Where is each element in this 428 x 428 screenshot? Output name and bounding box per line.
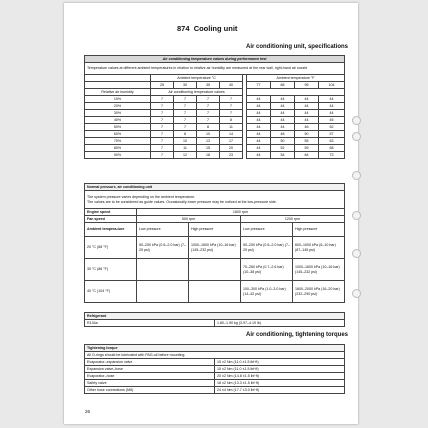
torque-item: Evaporator–hose <box>85 373 215 380</box>
value-cell: 45 <box>319 117 345 124</box>
table-row <box>85 281 345 303</box>
table-row <box>85 366 345 373</box>
value-cell: 7 <box>151 152 174 159</box>
rh-cell: 80% <box>85 145 151 152</box>
pressure-cell <box>137 259 189 281</box>
value-cell: 44 <box>295 96 319 103</box>
value-cell: 7 <box>174 117 197 124</box>
refrigerant-amount: 1.80–1.90 kg (3.97–4.19 lb) <box>215 320 345 327</box>
value-cell: 73 <box>319 152 345 159</box>
table-row <box>85 387 345 394</box>
value-cell: 44 <box>271 103 295 110</box>
pressure-cell: 50–200 kPa (0.5–2.0 bar) (7–29 psi) <box>137 237 189 259</box>
value-cell: 11 <box>174 145 197 152</box>
value-cell: 7 <box>174 124 197 131</box>
value-cell: 7 <box>151 117 174 124</box>
temp-c-header: 30 <box>174 82 197 89</box>
table-row <box>85 359 345 366</box>
value-cell: 44 <box>295 103 319 110</box>
pressure-cell <box>137 281 189 303</box>
value-cell: 46 <box>271 131 295 138</box>
tightening-torque-table <box>84 344 345 394</box>
value-cell: 7 <box>151 138 174 145</box>
value-cell: 44 <box>247 131 271 138</box>
value-cell: 44 <box>247 96 271 103</box>
table-row <box>85 145 345 152</box>
value-cell: 44 <box>271 117 295 124</box>
value-cell: 44 <box>319 103 345 110</box>
value-cell: 44 <box>295 117 319 124</box>
temp-cell: 40 °C (104 °F) <box>85 281 137 303</box>
ac-values-header: Air conditioning temperature values <box>151 89 243 96</box>
pressure-cell: 100–300 kPa (1.0–3.0 bar) (14–42 psi) <box>241 281 293 303</box>
specifications-subtitle: Air conditioning unit, specifications <box>245 44 348 50</box>
value-cell: 44 <box>247 145 271 152</box>
table-row <box>85 380 345 387</box>
temp-cell: 20 °C (68 °F) <box>85 237 137 259</box>
temp-f-header: 95 <box>295 82 319 89</box>
value-cell: 44 <box>247 103 271 110</box>
value-cell: 44 <box>247 110 271 117</box>
note-line: The values are to be considered as guide values. Occasionally lower pressure may be noticed at the low-pressure side. <box>87 199 277 204</box>
table-row <box>85 96 345 103</box>
performance-test-table <box>84 55 345 159</box>
high-pressure-header: High pressure <box>189 223 241 237</box>
fan-speed-low: 500 rpm <box>137 216 241 223</box>
low-pressure-header: Low pressure <box>241 223 293 237</box>
table-row <box>85 131 345 138</box>
ambient-celsius-header: Ambient temperature °C <box>151 75 243 82</box>
value-cell: 55 <box>295 138 319 145</box>
torque-value: 18 ±2 Nm (13.3 ±1.5 lbf·ft) <box>215 380 345 387</box>
ambient-fahrenheit-header: Ambient temperature °F <box>247 75 345 82</box>
value-cell: 7 <box>151 145 174 152</box>
binder-hole <box>352 289 361 298</box>
rh-cell: 20% <box>85 103 151 110</box>
high-pressure-header: High pressure <box>293 223 345 237</box>
torque-value: 20 ±2 Nm (14.8 ±1.5 lbf·ft) <box>215 373 345 380</box>
refrigerant-title: Refrigerant <box>85 313 345 320</box>
temp-c-header: 40 <box>220 82 243 89</box>
refrigerant-name: R134a <box>85 320 215 327</box>
torque-value: 15 ±2 Nm (11.0 ±1.5 lbf·ft) <box>215 359 345 366</box>
rh-cell: 70% <box>85 138 151 145</box>
performance-table-title: Air conditioning temperature values during performance test <box>85 56 345 63</box>
value-cell: 17 <box>220 138 243 145</box>
value-cell: 63 <box>319 138 345 145</box>
rh-cell: 30% <box>85 110 151 117</box>
value-cell: 7 <box>197 96 220 103</box>
value-cell: 13 <box>197 138 220 145</box>
relative-humidity-header: Relative air humidity <box>85 89 151 96</box>
engine-speed-label: Engine speed <box>85 209 137 216</box>
value-cell: 7 <box>174 110 197 117</box>
table-row <box>85 237 345 259</box>
table-row <box>85 117 345 124</box>
temp-f-header: 86 <box>271 82 295 89</box>
torque-item: Evaporator–expansion valve <box>85 359 215 366</box>
value-cell: 20 <box>220 145 243 152</box>
value-cell: 46 <box>295 124 319 131</box>
rh-cell: 40% <box>85 117 151 124</box>
empty-cell <box>85 82 151 89</box>
value-cell: 7 <box>174 96 197 103</box>
binder-hole <box>352 116 361 125</box>
fan-speed-high: 1200 rpm <box>241 216 345 223</box>
torque-item: Expansion valve–hose <box>85 366 215 373</box>
torque-item: Safety valve <box>85 380 215 387</box>
value-cell: 7 <box>220 96 243 103</box>
value-cell: 23 <box>220 152 243 159</box>
value-cell: 44 <box>319 110 345 117</box>
value-cell: 11 <box>220 124 243 131</box>
refrigerant-table <box>84 312 345 327</box>
pressure-cell: 600–1000 kPa (6–10 bar) (87–145 psi) <box>293 237 345 259</box>
table-row <box>85 138 345 145</box>
value-cell: 7 <box>220 110 243 117</box>
fan-speed-label: Fan speed <box>85 216 137 223</box>
rh-cell: 50% <box>85 124 151 131</box>
value-cell: 7 <box>197 103 220 110</box>
value-cell: 68 <box>319 145 345 152</box>
value-cell: 52 <box>319 124 345 131</box>
value-cell: 15 <box>197 145 220 152</box>
value-cell: 8 <box>220 117 243 124</box>
temp-cell: 30 °C (86 °F) <box>85 259 137 281</box>
section-name: Cooling unit <box>193 24 238 33</box>
value-cell: 52 <box>271 145 295 152</box>
temp-f-header: 104 <box>319 82 345 89</box>
table-row <box>85 124 345 131</box>
table-row <box>85 152 345 159</box>
value-cell: 57 <box>319 131 345 138</box>
pressure-cell: 70–260 kPa (0.7–2.6 bar) (10–38 psi) <box>241 259 293 281</box>
torque-item: Other hose connections (M6) <box>85 387 215 394</box>
value-cell: 14 <box>220 131 243 138</box>
value-cell: 7 <box>151 124 174 131</box>
table-row <box>85 103 345 110</box>
value-cell: 50 <box>271 138 295 145</box>
binder-hole <box>352 211 361 220</box>
value-cell: 7 <box>151 103 174 110</box>
empty-cell <box>85 75 151 82</box>
temp-c-header: 35 <box>197 82 220 89</box>
rh-cell: 90% <box>85 152 151 159</box>
torque-value: 24 ±4 Nm (17.7 ±3.0 lbf·ft) <box>215 387 345 394</box>
temp-f-header: 77 <box>247 82 271 89</box>
value-cell: 44 <box>271 110 295 117</box>
pressure-cell: 1000–1600 kPa (10–16 bar) (145–232 psi) <box>189 237 241 259</box>
table-row <box>85 110 345 117</box>
value-cell: 44 <box>271 96 295 103</box>
ambient-temperature-header: Ambient tempera-ture <box>85 223 137 237</box>
section-title <box>177 24 237 33</box>
value-cell: 44 <box>247 124 271 131</box>
value-cell: 7 <box>151 96 174 103</box>
pressure-cell <box>189 259 241 281</box>
note-line: The system pressure varies depending on the ambient temperature. <box>87 195 196 200</box>
value-cell: 44 <box>247 117 271 124</box>
value-cell: 18 <box>197 152 220 159</box>
pressure-cell: 1600–2000 kPa (16–20 bar) (232–290 psi) <box>293 281 345 303</box>
value-cell: 44 <box>271 124 295 131</box>
value-cell: 7 <box>151 110 174 117</box>
value-cell: 59 <box>295 145 319 152</box>
value-cell: 7 <box>151 131 174 138</box>
value-cell: 64 <box>295 152 319 159</box>
value-cell: 7 <box>220 103 243 110</box>
binder-hole <box>352 132 361 141</box>
pressure-cell: 50–200 kPa (0.5–2.0 bar) (7–29 psi) <box>241 237 293 259</box>
rh-cell: 60% <box>85 131 151 138</box>
value-cell: 50 <box>295 131 319 138</box>
value-cell: 44 <box>247 138 271 145</box>
temp-c-header: 25 <box>151 82 174 89</box>
low-pressure-header: Low pressure <box>137 223 189 237</box>
value-cell: 8 <box>174 131 197 138</box>
value-cell: 54 <box>271 152 295 159</box>
pressure-cell <box>189 281 241 303</box>
rh-cell: 10% <box>85 96 151 103</box>
engine-speed-value: 1800 rpm <box>137 209 345 216</box>
page-number: 26 <box>85 409 91 414</box>
pressure-cell: 1000–1600 kPa (10–16 bar) (145–232 psi) <box>293 259 345 281</box>
value-cell: 10 <box>197 131 220 138</box>
value-cell: 7 <box>197 117 220 124</box>
table-row <box>85 259 345 281</box>
binder-hole <box>352 171 361 180</box>
table-row <box>85 373 345 380</box>
torque-value: 15 ±2 Nm (11.0 ±1.5 lbf·ft) <box>215 366 345 373</box>
empty-cell <box>247 89 345 96</box>
value-cell: 44 <box>319 96 345 103</box>
value-cell: 44 <box>247 152 271 159</box>
normal-pressure-note <box>85 191 345 209</box>
performance-table-note: Temperature values at different ambient temperatures in relation to relative air humidity are measured at the rear wall, right-hand air nozzle <box>85 63 345 75</box>
torques-subtitle: Air conditioning, tightening torques <box>246 332 348 338</box>
value-cell: 44 <box>295 110 319 117</box>
value-cell: 8 <box>197 124 220 131</box>
binder-hole <box>352 249 361 258</box>
value-cell: 7 <box>174 103 197 110</box>
document-page <box>64 3 358 424</box>
torque-note: All O-rings should be lubricated with PAG-oil before mounting. <box>85 352 345 359</box>
value-cell: 12 <box>174 152 197 159</box>
normal-pressure-table <box>84 183 345 303</box>
normal-pressure-title: Normal pressure, air conditioning unit <box>85 184 345 191</box>
torque-title: Tightening torque <box>85 345 345 352</box>
value-cell: 7 <box>197 110 220 117</box>
value-cell: 10 <box>174 138 197 145</box>
binder-holes <box>352 3 366 424</box>
section-number: 874 <box>177 24 190 33</box>
